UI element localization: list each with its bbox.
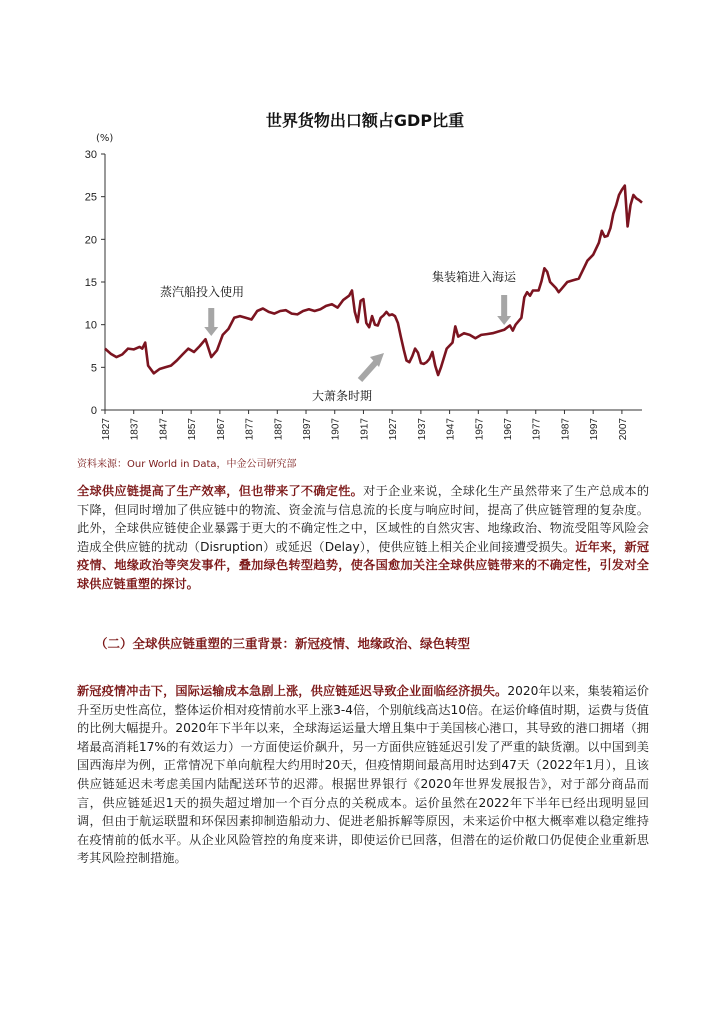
paragraph-supply-chain-efficiency [77,482,649,594]
paragraph-covid-impact [77,682,649,868]
y-axis-unit: (%) [96,133,114,144]
x-tick-label: 1837 [129,418,141,441]
x-tick-label: 1997 [589,418,601,441]
para1-body: 对于企业来说，全球化生产虽然带来了生产总成本的下降，但同时增加了供应链中的物流、资金流与信息流的长度与响应时间，提高了供应链管理的复杂度。此外，全球供应链使企业暴露于更大的不确定性之中，区域性的自然灾害、地缘政治、物流受阻等风险会造成全供应链的扰动（Disruption）或延迟（Delay），使供应链上相关企业间接遭受损失。 [77,484,650,554]
arrow-depression-shaft [360,361,377,380]
x-tick-label: 1927 [388,418,400,441]
chart-title: 世界货物出口额占GDP比重 [265,111,465,130]
annotation-depression: 大萧条时期 [312,389,373,403]
x-tick-label: 2007 [617,418,629,441]
x-tick-label: 1827 [101,418,112,441]
annotation-container: 集装箱进入海运 [432,270,517,284]
arrow-container-shaft [501,295,507,317]
series-line-export-share [105,186,642,375]
x-tick-label: 1907 [330,418,342,441]
x-tick-label: 1977 [531,418,543,441]
chart-source: 资料来源：Our World in Data，中金公司研究部 [77,459,297,470]
y-tick-label: 0 [90,405,97,417]
x-tick-label: 1847 [158,418,170,441]
y-tick-label: 5 [90,362,97,375]
y-tick-label: 15 [84,277,97,289]
para1-conclusion: 近年来，新冠疫情、地缘政治等突发事件，叠加绿色转型趋势，使各国愈加关注全球供应链带来的不确定性，引发对全球供应链重塑的探讨。 [77,539,650,591]
para1-lead: 全球供应链提高了生产效率，但也带来了不确定性。 [77,484,364,498]
section-heading: （二）全球供应链重塑的三重背景：新冠疫情、地缘政治、绿色转型 [95,636,471,651]
y-tick-label: 10 [84,319,97,332]
para2-body: 2020年以来，集装箱运价升至历史性高位，整体运价相对疫情前水平上涨3-4倍，个别航线高达10倍。在运价峰值时期，运费与货值的比例大幅提升。2020年下半年以来，全球海运运量大增且集中于美国核心港口，其导致的港口拥堵（拥堵最高消耗17%的有效运力）一方面使运价飙升，另一方面供应链延迟引发了严重的缺货潮。以中国到美国西海岸为例，正常情况下单向航程大约用时20天，但疫情期间最高用时达到47天（2022年1月），且该供应链延迟未考虑美国内陆配送环节的迟滞。根据世界银行《2020年世界发展报告》，对于部分商品而言，供应链延迟1天的损失超过增加一个百分点的关税成本。运价虽然在2022年下半年已经出现明显回调，但由于航运联盟和环保因素抑制造船动力、促进老船拆解等原因，未来运价中枢大概率难以稳定维持在疫情前的低水平。从企业风险管控的角度来讲，即使运价已回落，但潜在的运价敞口仍促使企业重新思考其风险控制措施。 [77,684,649,866]
y-tick-label: 30 [84,149,97,161]
arrow-container-head [497,316,511,325]
x-tick-label: 1877 [244,418,256,441]
x-tick-label: 1867 [215,418,227,441]
para2-lead: 新冠疫情冲击下，国际运输成本急剧上涨，供应链延迟导致企业面临经济损失。 [77,684,508,698]
x-tick-label: 1937 [416,418,428,441]
y-tick-label: 25 [84,191,97,204]
x-tick-label: 1917 [359,418,371,441]
x-tick-label: 1887 [273,418,285,441]
x-tick-label: 1857 [187,418,199,441]
export-gdp-chart [70,100,660,450]
x-tick-label: 1947 [445,418,457,441]
annotation-steamship: 蒸汽船投入使用 [160,285,245,299]
x-tick-label: 1897 [302,418,314,441]
y-tick-label: 20 [84,234,97,247]
x-tick-label: 1967 [503,418,515,441]
arrow-steamship-head [204,327,218,336]
arrow-steamship-shaft [208,308,214,328]
x-tick-label: 1957 [474,418,486,441]
x-tick-label: 1987 [560,417,572,441]
